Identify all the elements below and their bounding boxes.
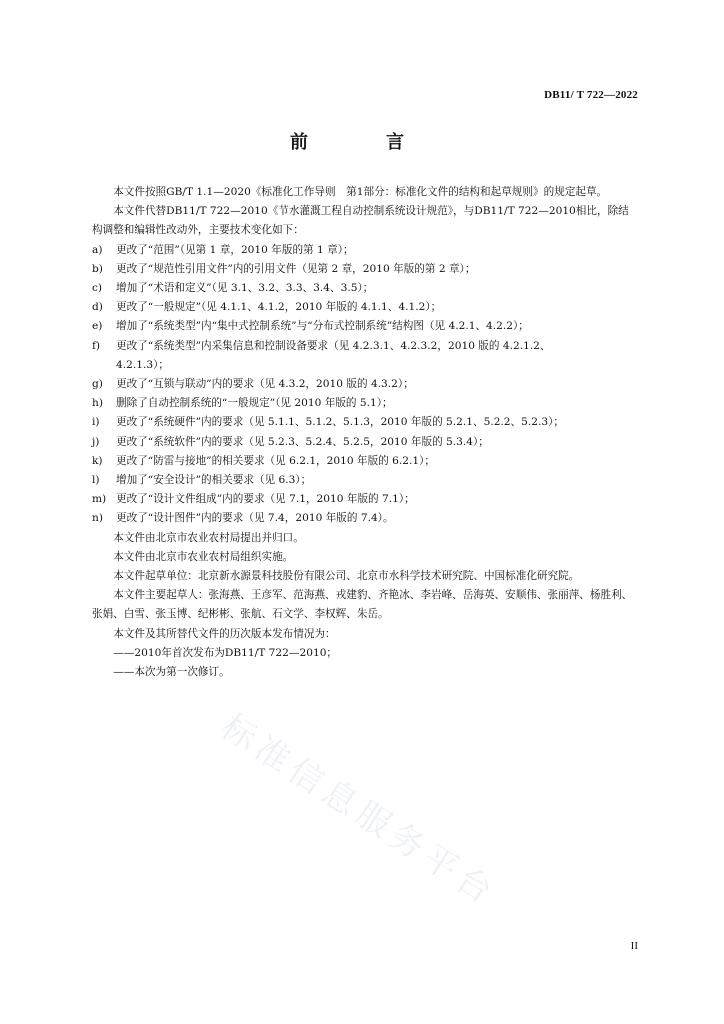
- page-title: 前 言: [290, 132, 434, 153]
- list-item: h) 删除了自动控制系统的“一般规定”（见 2010 年版的 5.1）；: [92, 397, 393, 410]
- paragraph-drafters: 本文件主要起草人：张海燕、王彦军、范海燕、戎建豹、齐艳冰、李岩峰、岳海英、安顺伟、张丽萍、杨胜利、张娟、白雪、张玉博、纪彬彬、张航、石文学、李权辉、朱岳。: [92, 589, 633, 621]
- standard-code: DB11/ T 722—2022: [544, 89, 638, 101]
- list-item: e) 增加了“系统类型”内“集中式控制系统”与“分布式控制系统”结构图（见 4.2.1、4.2.2）；: [92, 320, 529, 333]
- paragraph-proposer: 本文件由北京市农业农村局提出并归口。: [113, 531, 304, 544]
- list-item: m) 更改了“设计文件组成”内的要求（见 7.1，2010 年版的 7.1）；: [92, 493, 415, 506]
- list-item: i) 更改了“系统硬件”内的要求（见 5.1.1、5.1.2、5.1.3，2010 年版的 5.2.1、5.2.2、5.2.3）；: [92, 416, 564, 429]
- list-item: c) 增加了“术语和定义”（见 3.1、3.2、3.3、3.4、3.5）；: [92, 282, 374, 295]
- paragraph-history-intro: 本文件及其所替代文件的历次版本发布情况为：: [113, 627, 336, 640]
- paragraph-drafting-basis: 本文件按照GB/T 1.1—2020《标准化工作导则 第1部分：标准化文件的结构和起草规则》的规定起草。: [113, 186, 608, 198]
- paragraph-implementer: 本文件由北京市农业农村局组织实施。: [113, 550, 294, 563]
- document-body: [92, 183, 639, 682]
- list-item: a) 更改了“范围”（见第 1 章，2010 年版的第 1 章）；: [92, 243, 354, 256]
- list-item: j) 更改了“系统软件”内的要求（见 5.2.3、5.2.4、5.2.5，2010 年版的 5.3.4）；: [92, 435, 489, 448]
- changes-list: [92, 241, 639, 529]
- watermark: 标准信息服务平台: [213, 706, 505, 915]
- list-item: f) 更改了“系统类型”内采集信息和控制设备要求（见 4.2.3.1、4.2.3.2，2010 版的 4.2.1.2、 4.2.1.3）；: [92, 339, 551, 371]
- list-item: d) 更改了“一般规定”（见 4.1.1、4.1.2，2010 年版的 4.1.1、4.1.2）；: [92, 301, 442, 314]
- list-item: g) 更改了“互锁与联动”内的要求（见 4.3.2，2010 版的 4.3.2）；: [92, 378, 414, 391]
- paragraph-replacement: 本文件代替DB11/T 722—2010《节水灌溉工程自动控制系统设计规范》，与DB11/T 722—2010相比，除结构调整和编辑性改动外，主要技术变化如下：: [92, 205, 629, 237]
- paragraph-history-revision: ——本次为第一次修订。: [113, 666, 230, 679]
- list-item: b) 更改了“规范性引用文件”内的引用文件（见第 2 章，2010 年版的第 2 章）；: [92, 262, 476, 275]
- list-item: l) 增加了“安全设计”的相关要求（见 6.3）；: [92, 474, 312, 487]
- page-number: II: [630, 940, 638, 952]
- paragraph-history-2010: ——2010年首次发布为DB11/T 722—2010；: [113, 646, 338, 659]
- list-item: n) 更改了“设计图件”内的要求（见 7.4，2010 年版的 7.4）。: [92, 512, 394, 525]
- paragraph-drafting-units: 本文件起草单位：北京新水源景科技股份有限公司、北京市水科学技术研究院、中国标准化研究院。: [113, 570, 580, 583]
- list-item: k) 更改了“防雷与接地”的相关要求（见 6.2.1，2010 年版的 6.2.1）；: [92, 454, 435, 467]
